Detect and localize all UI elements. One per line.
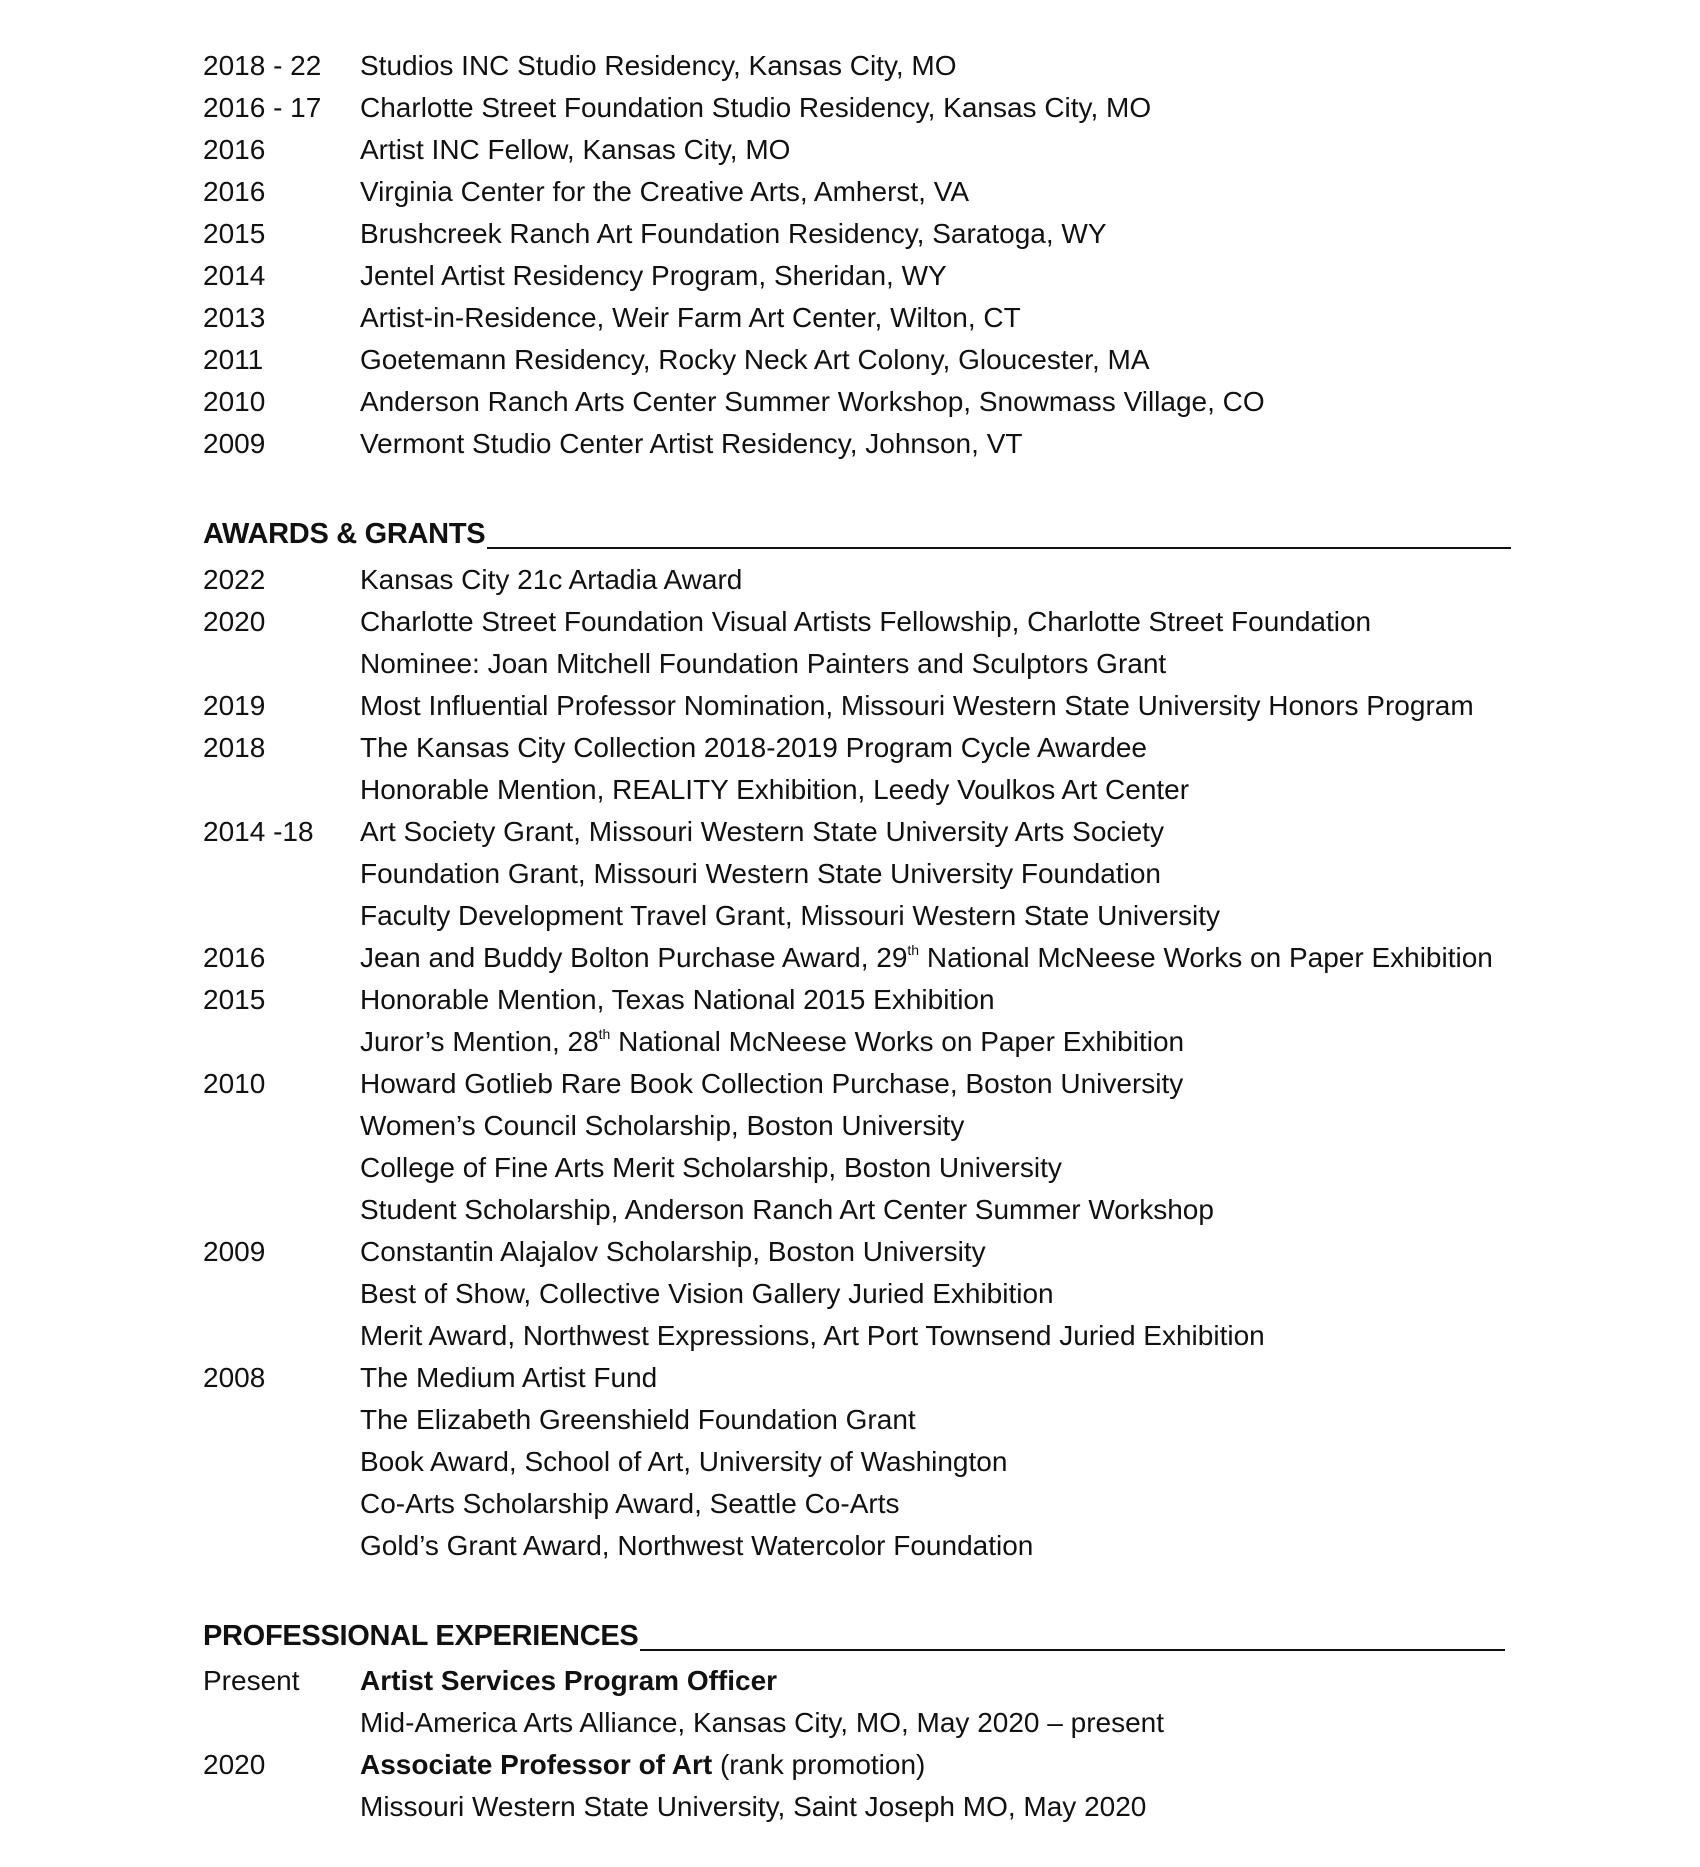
entry: The Medium Artist Fund bbox=[360, 1362, 658, 1393]
award-row bbox=[203, 853, 1523, 895]
entry: Art Society Grant, Missouri Western State University Arts Society bbox=[360, 816, 1164, 847]
professional-heading bbox=[203, 1614, 1505, 1658]
experience-row bbox=[203, 1786, 1523, 1828]
year: 2014 -18 bbox=[203, 816, 314, 847]
award-row bbox=[203, 601, 1523, 643]
year: 2016 bbox=[203, 134, 266, 165]
residency-row bbox=[203, 255, 1523, 297]
award-row bbox=[203, 1231, 1523, 1273]
year: 2022 bbox=[203, 564, 266, 595]
experience-row bbox=[203, 1744, 1523, 1786]
year: 2016 bbox=[203, 176, 266, 207]
entry: Book Award, School of Art, University of Washington bbox=[360, 1446, 1008, 1477]
entry bbox=[360, 1744, 925, 1786]
entry bbox=[360, 1660, 777, 1702]
heading-rule bbox=[640, 1649, 1505, 1651]
award-row bbox=[203, 685, 1523, 727]
year: 2015 bbox=[203, 218, 266, 249]
job-title: Associate Professor of Art bbox=[360, 1749, 713, 1780]
entry: College of Fine Arts Merit Scholarship, Boston University bbox=[360, 1152, 1062, 1183]
entry: Charlotte Street Foundation Studio Residency, Kansas City, MO bbox=[360, 92, 1152, 123]
award-row bbox=[203, 1147, 1523, 1189]
entry: Co-Arts Scholarship Award, Seattle Co-Arts bbox=[360, 1488, 900, 1519]
awards-heading-text: AWARDS & GRANTS bbox=[203, 518, 486, 550]
entry: The Elizabeth Greenshield Foundation Grant bbox=[360, 1404, 916, 1435]
year: 2010 bbox=[203, 386, 266, 417]
entry: Best of Show, Collective Vision Gallery Juried Exhibition bbox=[360, 1278, 1054, 1309]
award-row bbox=[203, 1525, 1523, 1567]
entry: Honorable Mention, REALITY Exhibition, Leedy Voulkos Art Center bbox=[360, 774, 1190, 805]
entry: Howard Gotlieb Rare Book Collection Purchase, Boston University bbox=[360, 1068, 1184, 1099]
entry-text-pre: Jean and Buddy Bolton Purchase Award, 29 bbox=[360, 942, 908, 973]
experience-row bbox=[203, 1660, 1523, 1702]
professional-heading-text: PROFESSIONAL EXPERIENCES bbox=[203, 1620, 639, 1652]
entry: Mid-America Arts Alliance, Kansas City, MO, May 2020 – present bbox=[360, 1707, 1165, 1738]
year: 2018 bbox=[203, 732, 266, 763]
entry: Constantin Alajalov Scholarship, Boston University bbox=[360, 1236, 986, 1267]
residency-row bbox=[203, 213, 1523, 255]
award-row bbox=[203, 1063, 1523, 1105]
award-row bbox=[203, 1273, 1523, 1315]
entry: Jentel Artist Residency Program, Sheridan, WY bbox=[360, 260, 947, 291]
award-row bbox=[203, 1483, 1523, 1525]
entry: Nominee: Joan Mitchell Foundation Painters and Sculptors Grant bbox=[360, 648, 1167, 679]
residency-row bbox=[203, 381, 1523, 423]
awards-heading bbox=[203, 512, 1511, 556]
award-row bbox=[203, 1021, 1523, 1063]
year: 2011 bbox=[203, 344, 264, 375]
award-row bbox=[203, 1399, 1523, 1441]
entry: Merit Award, Northwest Expressions, Art Port Townsend Juried Exhibition bbox=[360, 1320, 1265, 1351]
residency-row bbox=[203, 339, 1523, 381]
entry: Artist INC Fellow, Kansas City, MO bbox=[360, 134, 791, 165]
entry: Virginia Center for the Creative Arts, Amherst, VA bbox=[360, 176, 969, 207]
entry: Studios INC Studio Residency, Kansas City, MO bbox=[360, 50, 957, 81]
entry-text-post: National McNeese Works on Paper Exhibition bbox=[919, 942, 1493, 973]
year: 2008 bbox=[203, 1362, 266, 1393]
residency-row bbox=[203, 423, 1523, 465]
year: 2020 bbox=[203, 1749, 266, 1780]
entry-text-post: National McNeese Works on Paper Exhibition bbox=[610, 1026, 1185, 1057]
entry: Brushcreek Ranch Art Foundation Residency, Saratoga, WY bbox=[360, 218, 1107, 249]
award-row bbox=[203, 1189, 1523, 1231]
experience-row bbox=[203, 1702, 1523, 1744]
year: 2015 bbox=[203, 984, 266, 1015]
entry-text-pre: Juror’s Mention, 28 bbox=[360, 1026, 599, 1057]
entry: Artist-in-Residence, Weir Farm Art Center, Wilton, CT bbox=[360, 302, 1021, 333]
entry: Most Influential Professor Nomination, Missouri Western State University Honors Program bbox=[360, 690, 1474, 721]
year: 2019 bbox=[203, 690, 266, 721]
award-row bbox=[203, 559, 1523, 601]
entry: Foundation Grant, Missouri Western State University Foundation bbox=[360, 858, 1161, 889]
job-note: (rank promotion) bbox=[712, 1749, 926, 1780]
year: 2016 bbox=[203, 942, 266, 973]
award-row bbox=[203, 895, 1523, 937]
job-title: Artist Services Program Officer bbox=[360, 1665, 778, 1696]
residency-row bbox=[203, 129, 1523, 171]
year: 2020 bbox=[203, 606, 266, 637]
entry bbox=[360, 1021, 1184, 1063]
award-row bbox=[203, 811, 1523, 853]
ordinal-suffix: th bbox=[598, 1025, 611, 1042]
year: 2013 bbox=[203, 302, 266, 333]
award-row bbox=[203, 727, 1523, 769]
entry: The Kansas City Collection 2018-2019 Program Cycle Awardee bbox=[360, 732, 1148, 763]
year: 2018 - 22 bbox=[203, 50, 322, 81]
award-row bbox=[203, 1441, 1523, 1483]
award-row bbox=[203, 643, 1523, 685]
residency-row bbox=[203, 87, 1523, 129]
residency-row bbox=[203, 297, 1523, 339]
award-row bbox=[203, 1357, 1523, 1399]
award-row bbox=[203, 937, 1523, 979]
entry: Charlotte Street Foundation Visual Artists Fellowship, Charlotte Street Foundation bbox=[360, 606, 1372, 637]
entry: Missouri Western State University, Saint Joseph MO, May 2020 bbox=[360, 1791, 1147, 1822]
entry: Kansas City 21c Artadia Award bbox=[360, 564, 743, 595]
residency-row bbox=[203, 45, 1523, 87]
year: 2010 bbox=[203, 1068, 266, 1099]
year: 2016 - 17 bbox=[203, 92, 322, 123]
year: 2014 bbox=[203, 260, 266, 291]
award-row bbox=[203, 1105, 1523, 1147]
year: Present bbox=[203, 1665, 300, 1696]
heading-rule bbox=[487, 547, 1511, 549]
residency-row bbox=[203, 171, 1523, 213]
award-row bbox=[203, 979, 1523, 1021]
entry: Honorable Mention, Texas National 2015 Exhibition bbox=[360, 984, 995, 1015]
award-row bbox=[203, 769, 1523, 811]
entry: Vermont Studio Center Artist Residency, Johnson, VT bbox=[360, 428, 1023, 459]
entry: Goetemann Residency, Rocky Neck Art Colony, Gloucester, MA bbox=[360, 344, 1150, 375]
entry: Anderson Ranch Arts Center Summer Workshop, Snowmass Village, CO bbox=[360, 386, 1265, 417]
year: 2009 bbox=[203, 428, 266, 459]
entry: Gold’s Grant Award, Northwest Watercolor Foundation bbox=[360, 1530, 1034, 1561]
entry: Faculty Development Travel Grant, Missouri Western State University bbox=[360, 900, 1221, 931]
entry: Women’s Council Scholarship, Boston University bbox=[360, 1110, 965, 1141]
entry bbox=[360, 937, 1493, 979]
year: 2009 bbox=[203, 1236, 266, 1267]
ordinal-suffix: th bbox=[907, 941, 920, 958]
entry: Student Scholarship, Anderson Ranch Art Center Summer Workshop bbox=[360, 1194, 1214, 1225]
award-row bbox=[203, 1315, 1523, 1357]
